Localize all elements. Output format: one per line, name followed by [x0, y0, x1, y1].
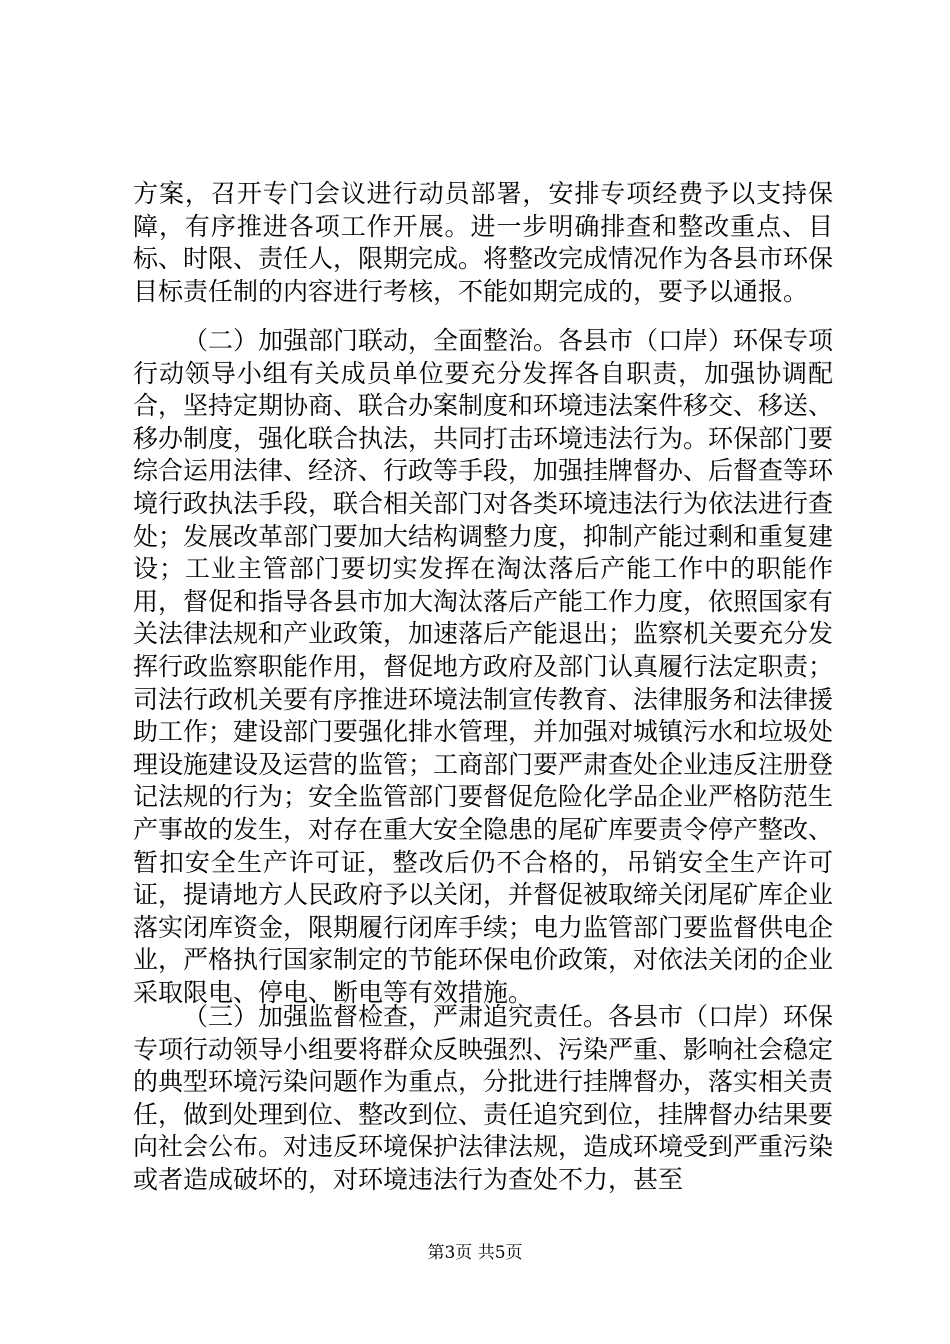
paragraph-section-three: （三）加强监督检查，严肃追究责任。各县市（口岸）环保专项行动领导小组要将群众反映强烈、污染严重、影响社会稳定的典型环境污染问题作为重点，分批进行挂牌督办，落实相关责任，做到处理到位、整改到位、责任追究到位，挂牌督办结果要向社会公布。对违反环境保护法律法规，造成环境受到严重污染或者造成破坏的，对环境违法行为查处不力，甚至 [133, 1002, 834, 1194]
paragraph-section-two: （二）加强部门联动，全面整治。各县市（口岸）环保专项行动领导小组有关成员单位要充分发挥各自职责，加强协调配合，坚持定期协商、联合办案制度和环境违法案件移交、移送、移办制度，强化联合执法，共同打击环境违法行为。环保部门要综合运用法律、经济、行政等手段，加强挂牌督办、后督查等环境行政执法手段，联合相关部门对各类环境违法行为依法进行查处；发展改革部门要加大结构调整力度，抑制产能过剩和重复建设；工业主管部门要切实发挥在淘汰落后产能工作中的职能作用，督促和指导各县市加大淘汰落后产能工作力度，依照国家有关法律法规和产业政策，加速落后产能退出；监察机关要充分发挥行政监察职能作用，督促地方政府及部门认真履行法定职责；司法行政机关要有序推进环境法制宣传教育、法律服务和法律援助工作；建设部门要强化排水管理，并加强对城镇污水和垃圾处理设施建设及运营的监管；工商部门要严肃查处企业违反注册登记法规的行为；安全监管部门要督促危险化学品企业严格防范生产事故的发生，对存在重大安全隐患的尾矿库要责令停产整改、暂扣安全生产许可证，整改后仍不合格的，吊销安全生产许可证，提请地方人民政府予以关闭，并督促被取缔关闭尾矿库企业落实闭库资金，限期履行闭库手续；电力监管部门要监督供电企业，严格执行国家制定的节能环保电价政策，对依法关闭的企业采取限电、停电、断电等有效措施。 [133, 326, 834, 1007]
page-footer: 第3页 共5页 [427, 1243, 523, 1263]
paragraph-continuation: 方案，召开专门会议进行动员部署，安排专项经费予以支持保障，有序推进各项工作开展。进一步明确排查和整改重点、目标、时限、责任人，限期完成。将整改完成情况作为各县市环保目标责任制的内容进行考核，不能如期完成的，要予以通报。 [133, 179, 834, 306]
